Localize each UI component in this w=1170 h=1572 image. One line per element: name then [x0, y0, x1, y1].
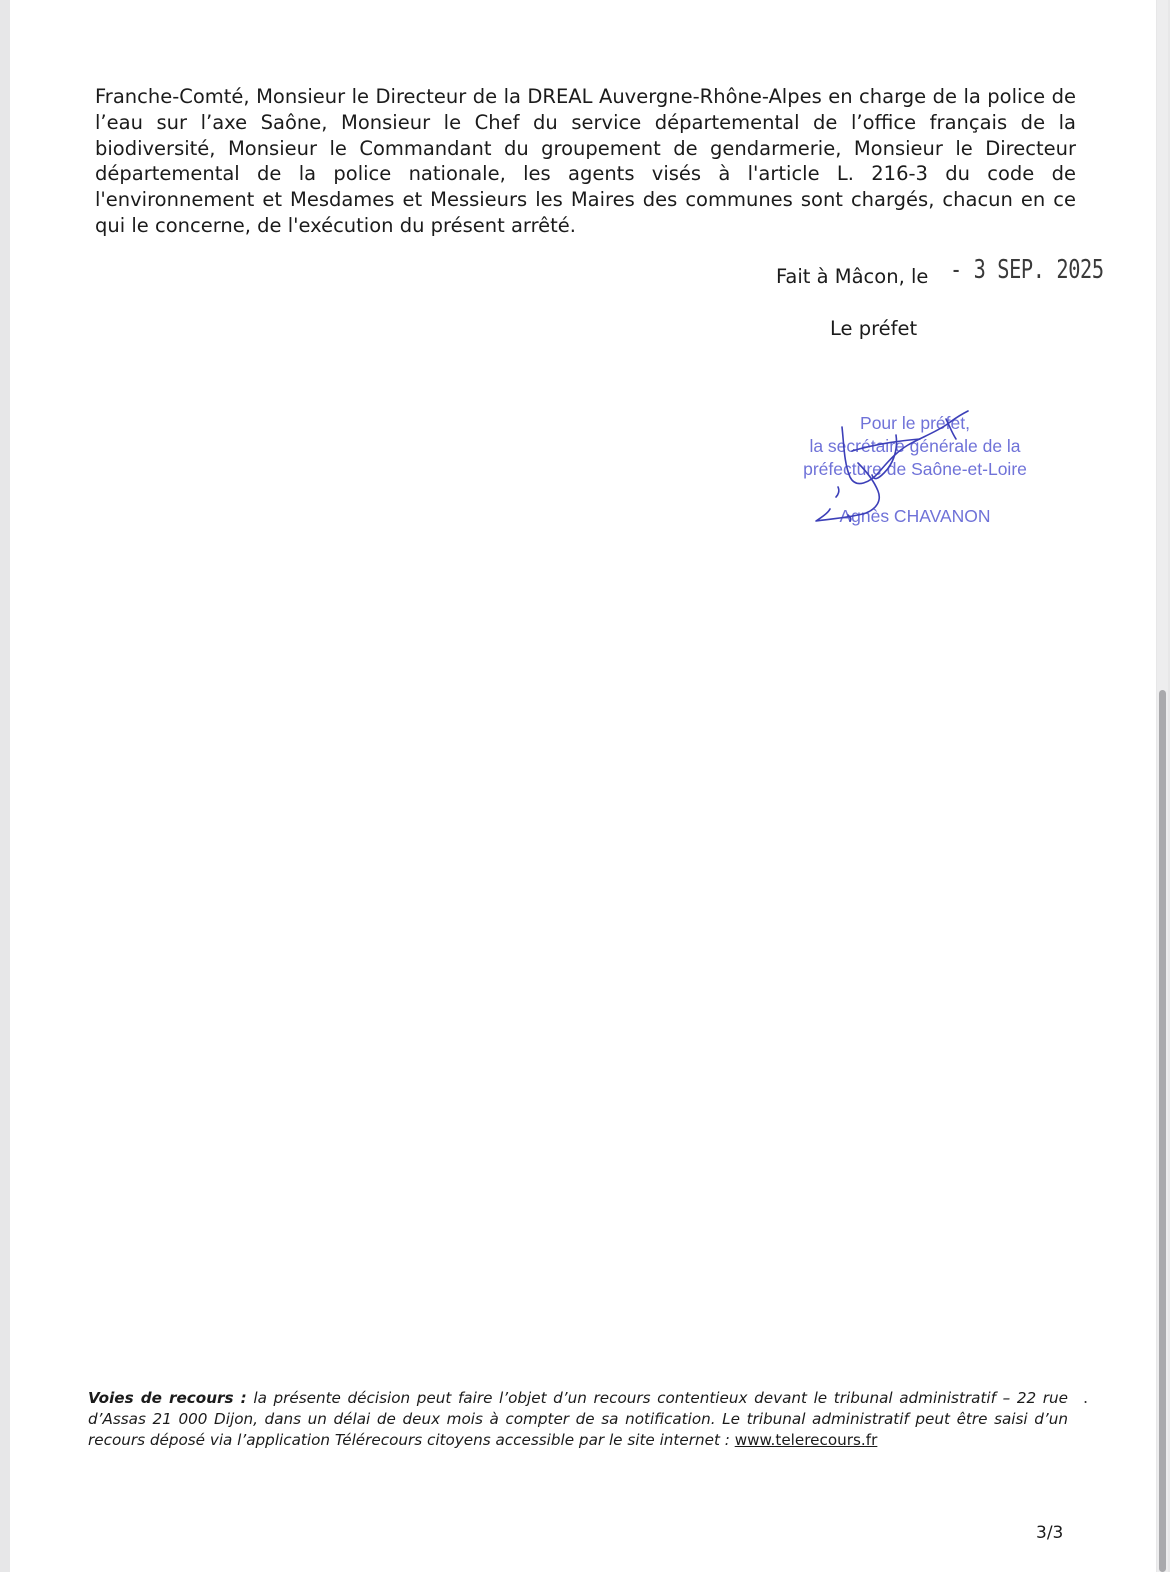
stamp-line-2: la secrétaire générale de la: [809, 436, 1021, 456]
appeal-notice-label: Voies de recours :: [88, 1389, 247, 1407]
place-date-label: Fait à Mâcon, le: [776, 265, 929, 288]
appeal-notice-text: la présente décision peut faire l’objet d’un recours contentieux devant le tribunal administratif – 22 rue d’Assas 21 000 Dijon, dans un délai de deux mois à compter de sa notification. Le tribunal administratif peut être saisi d’un recours déposé via l’application Télérecours citoyens accessible par le site internet :: [88, 1389, 1068, 1449]
stamp-line-3: préfecture de Saône-et-Loire: [803, 459, 1027, 479]
signatory-title: Le préfet: [830, 317, 918, 340]
appeal-notice: [88, 1388, 1068, 1451]
handwritten-signature: [800, 405, 990, 535]
document-page: [10, 0, 1156, 1572]
stamp-line-1: Pour le préfet,: [860, 413, 970, 433]
scrollbar-thumb[interactable]: [1159, 690, 1166, 1572]
stray-mark: .: [1083, 1388, 1089, 1407]
page-number: 3/3: [1036, 1523, 1064, 1543]
date-stamp: - 3 SEP. 2025: [950, 255, 1104, 285]
body-paragraph: Franche-Comté, Monsieur le Directeur de la DREAL Auvergne-Rhône-Alpes en charge de la police de l’eau sur l’axe Saône, Monsieur le Chef du service départemental de l’office français de la biodiversité, Monsieur le Commandant du groupement de gendarmerie, Monsieur le Directeur départemental de la police nationale, les agents visés à l'article L. 216-3 du code de l'environnement et Mesdames et Messieurs les Maires des communes sont chargés, chacun en ce qui le concerne, de l'exécution du présent arrêté.: [95, 85, 1076, 237]
stamp-signatory-name: Agnès CHAVANON: [839, 506, 991, 526]
telerecours-link[interactable]: www.telerecours.fr: [734, 1431, 878, 1449]
